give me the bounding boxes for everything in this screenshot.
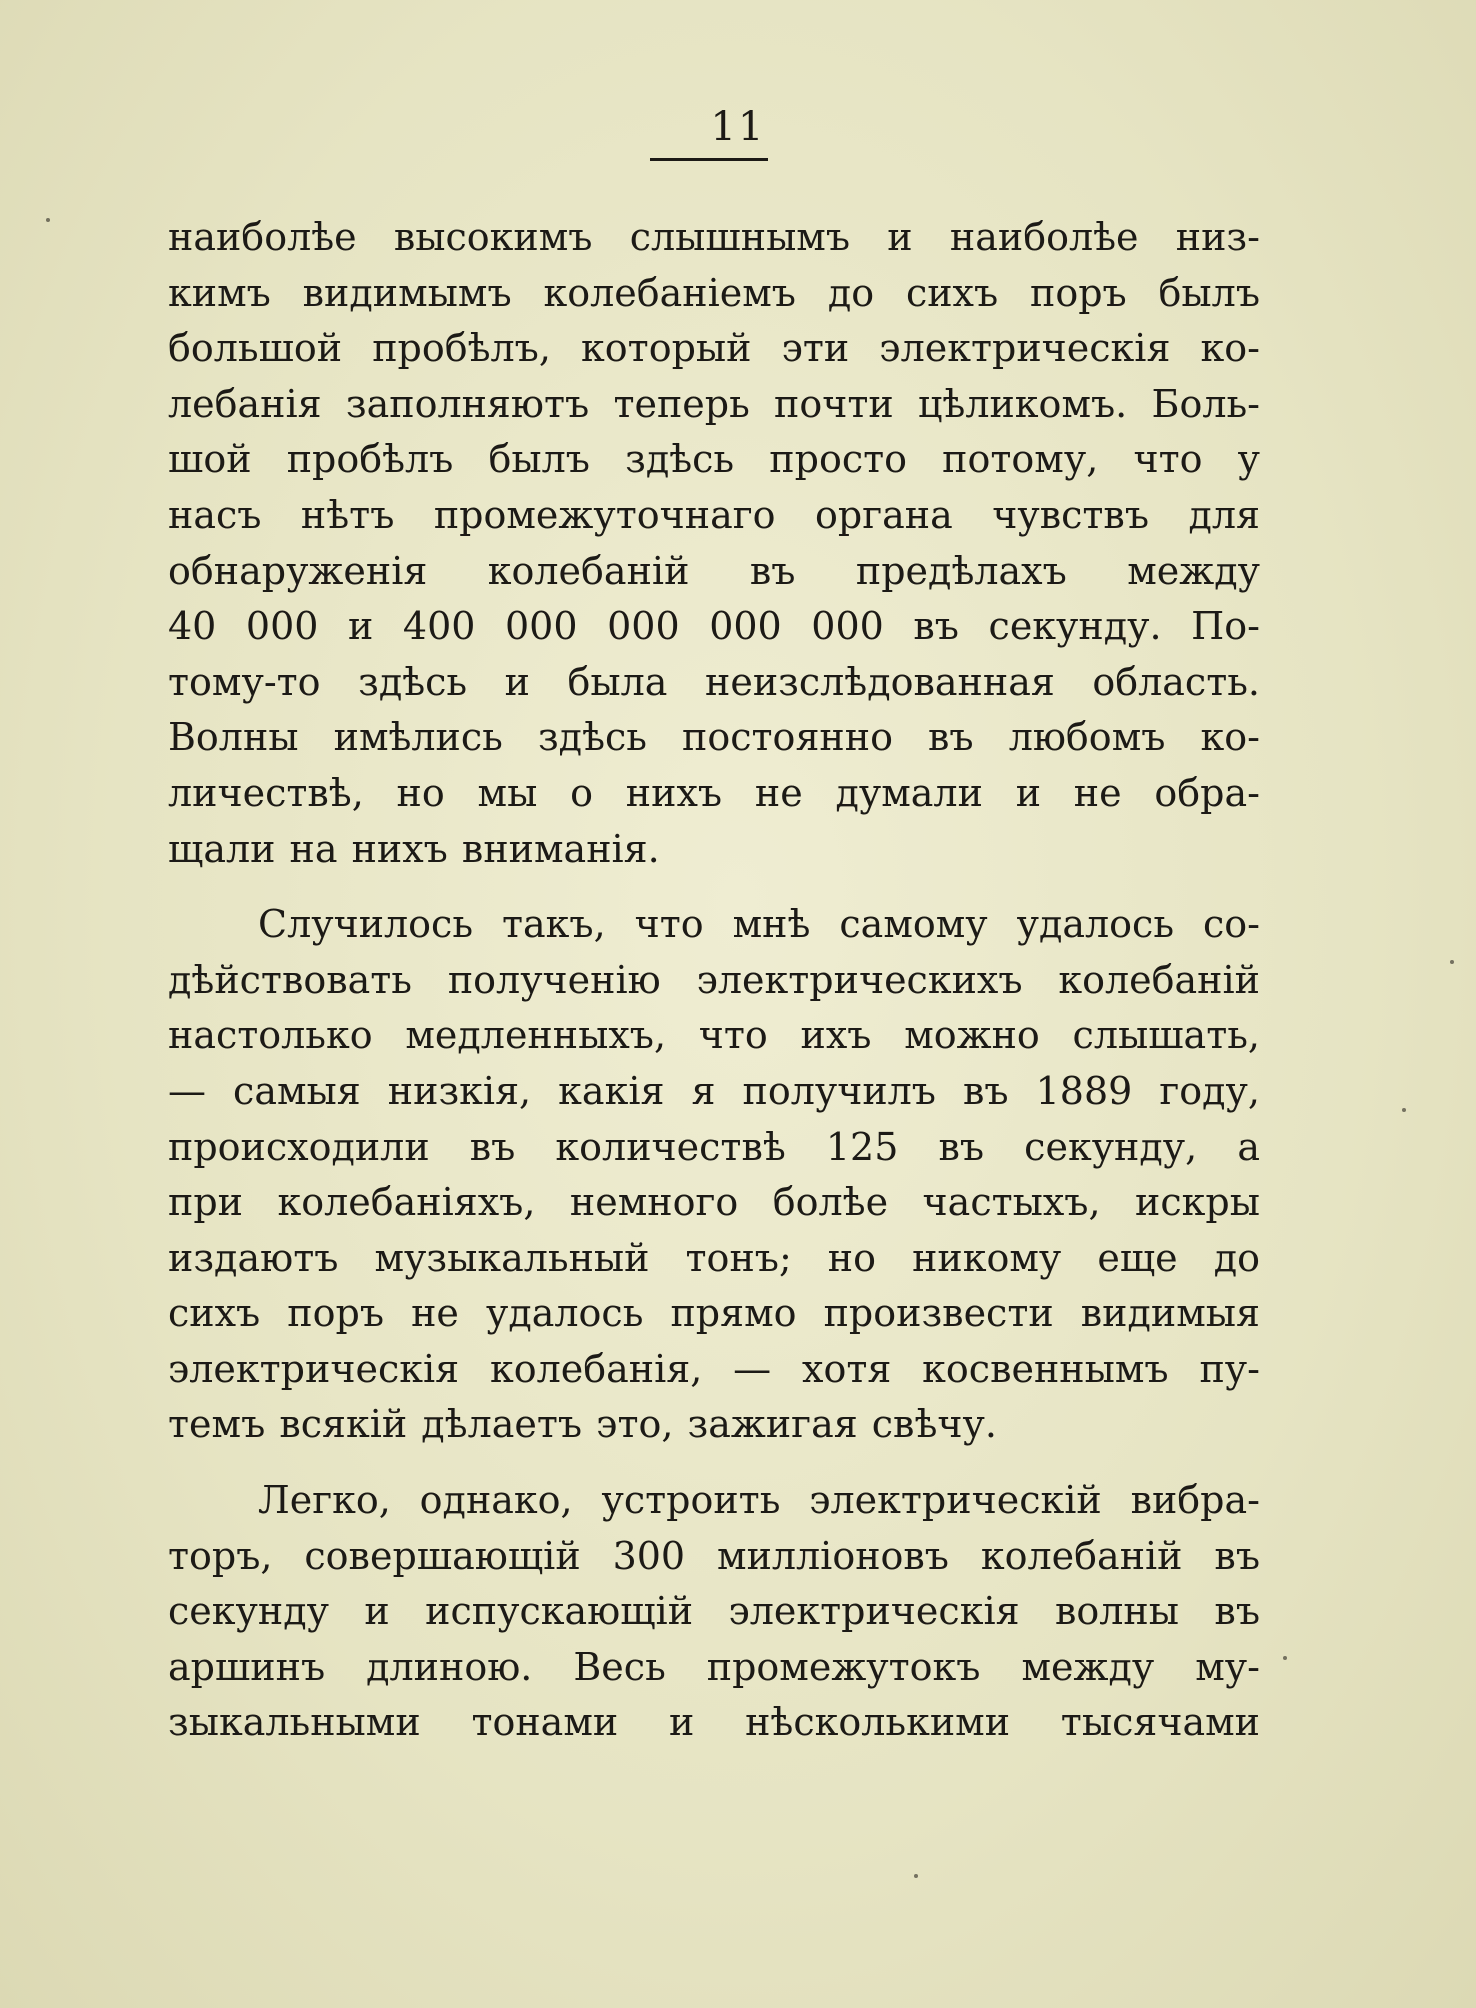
text-line: большой пробѣлъ, который эти электрическiя ко- — [168, 326, 1260, 371]
text-line: дѣйствовать полученiю электрическихъ колебанiй — [168, 957, 1260, 1002]
page-number-rule — [650, 158, 768, 161]
paragraph-2 — [168, 897, 1260, 1453]
paper-speck — [1283, 1656, 1287, 1660]
text-line: обнаруженiя колебанiй въ предѣлахъ между — [168, 548, 1260, 593]
body-text — [168, 210, 1260, 1751]
text-line: происходили въ количествѣ 125 въ секунду, а — [168, 1124, 1260, 1169]
text-line: наиболѣе высокимъ слышнымъ и наиболѣе низ- — [168, 215, 1260, 259]
text-line: секунду и испускающiй электрическiя волны въ — [168, 1589, 1260, 1634]
text-line: темъ всякiй дѣлаетъ это, зажигая свѣчу. — [168, 1402, 997, 1447]
text-line: тому-то здѣсь и была неизслѣдованная область. — [168, 659, 1260, 704]
text-line: аршинъ длиною. Весь промежутокъ между му- — [168, 1644, 1260, 1689]
paragraph-1 — [168, 210, 1260, 877]
text-line: при колебанiяхъ, немного болѣе частыхъ, искры — [168, 1180, 1260, 1225]
text-line: — самыя низкiя, какiя я получилъ въ 1889 году, — [168, 1068, 1260, 1113]
text-line: зыкальными тонами и нѣсколькими тысячами — [168, 1700, 1260, 1745]
paragraph-3 — [168, 1473, 1260, 1751]
text-line: шой пробѣлъ былъ здѣсь просто потому, что у — [168, 437, 1260, 482]
paper-speck — [914, 1874, 918, 1878]
text-line: лебанiя заполняютъ теперь почти цѣликомъ. Боль- — [168, 381, 1260, 426]
text-line: Легко, однако, устроить электрическiй вибра- — [258, 1478, 1260, 1523]
text-line: Волны имѣлись здѣсь постоянно въ любомъ ко- — [168, 715, 1260, 760]
paper-speck — [46, 218, 50, 222]
text-line: щали на нихъ вниманiя. — [168, 826, 660, 871]
paragraph-gap — [168, 877, 1260, 897]
text-line: электрическiя колебанiя, — хотя косвеннымъ пу- — [168, 1346, 1260, 1391]
text-line: сихъ поръ не удалось прямо произвести видимыя — [168, 1291, 1260, 1336]
text-line: кимъ видимымъ колебанiемъ до сихъ поръ былъ — [168, 270, 1260, 315]
page-number: 11 — [710, 104, 766, 150]
paper-speck — [1450, 960, 1454, 964]
text-line: 40 000 и 400 000 000 000 000 въ секунду. По- — [168, 604, 1260, 649]
text-line: издаютъ музыкальный тонъ; но никому еще до — [168, 1235, 1260, 1280]
paragraph-gap — [168, 1453, 1260, 1473]
text-line: насъ нѣтъ промежуточнаго органа чувствъ для — [168, 492, 1260, 537]
text-line: настолько медленныхъ, что ихъ можно слышать, — [168, 1013, 1260, 1058]
text-line: Случилось такъ, что мнѣ самому удалось со- — [258, 902, 1260, 947]
text-line: личествѣ, но мы о нихъ не думали и не обра- — [168, 770, 1260, 815]
paper-speck — [1402, 1108, 1406, 1112]
text-line: торъ, совершающiй 300 миллiоновъ колебанiй въ — [168, 1533, 1260, 1578]
